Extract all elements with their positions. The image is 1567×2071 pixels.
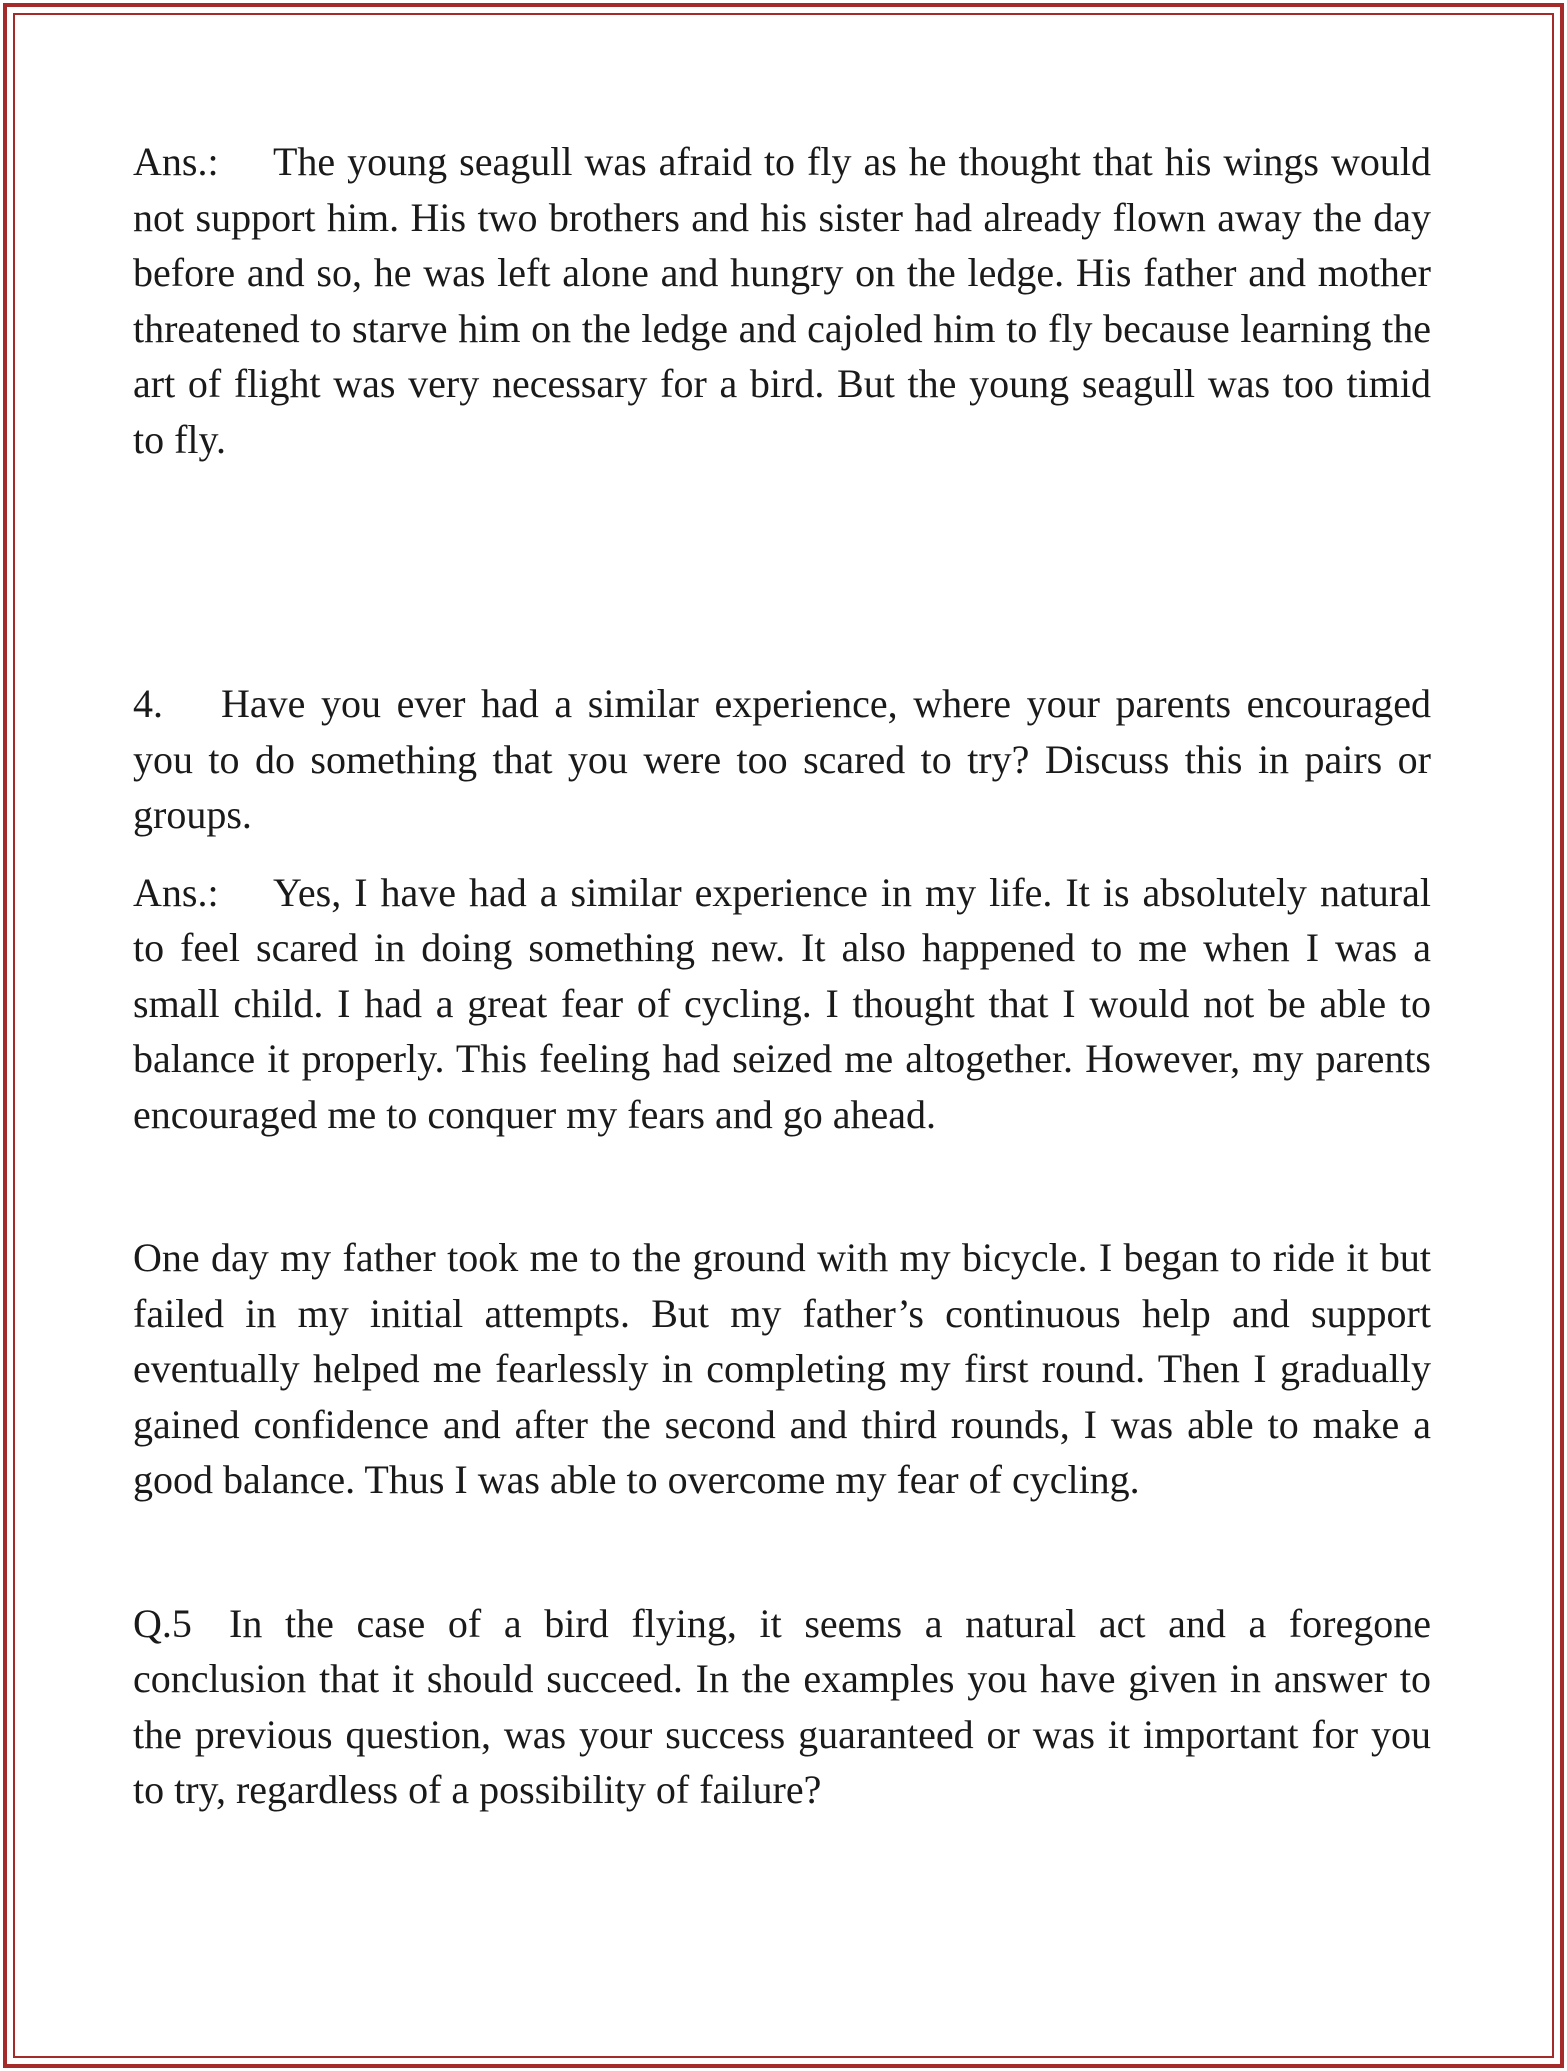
- answer-4-paragraph: [133, 865, 1431, 1143]
- answer-3-text: The young seagull was afraid to fly as he thought that his wings would not support him. His two brothers and his sister had already flown away the day before and so, he was left alone and hungry on the ledge. His father and mother threatened to starve him on the ledge and cajoled him to fly because learning the art of flight was very necessary for a bird. But the young seagull was too timid to fly.: [133, 139, 1431, 462]
- question-5-text: In the case of a bird flying, it seems a natural act and a foregone conclusion that it should succeed. In the examples you have given in answer to the previous question, was your success guaranteed or was it important for you to try, regardless of a possibility of failure?: [133, 1600, 1431, 1812]
- question-4-paragraph: [133, 676, 1431, 843]
- question-5-label: Q.5: [133, 1600, 192, 1646]
- question-4-label: 4.: [133, 681, 163, 726]
- question-5-paragraph: [133, 1596, 1431, 1818]
- answer-4-text: Yes, I have had a similar experience in my life. It is absolutely natural to feel scared in doing something new. It also happened to me when I was a small child. I had a great fear of cycling. I thought that I would not be able to balance it properly. This feeling had seized me altogether. However, my parents encouraged me to conquer my fears and go ahead.: [133, 869, 1431, 1137]
- answer-4-continued-text: One day my father took me to the ground with my bicycle. I began to ride it but failed in my initial attempts. But my father’s continuous help and support eventually helped me fearlessly in completing my first round. Then I gradually gained confidence and after the second and third rounds, I was able to make a good balance. Thus I was able to overcome my fear of cycling.: [133, 1235, 1431, 1502]
- answer-4-label: Ans.:: [133, 869, 219, 915]
- answer-3-paragraph: [133, 134, 1431, 467]
- document-body: [133, 134, 1431, 1818]
- question-4-text: Have you ever had a similar experience, where your parents encouraged you to do something that you were too scared to try? Discuss this in pairs or groups.: [133, 681, 1431, 837]
- answer-4-continued-paragraph: [133, 1230, 1431, 1508]
- answer-3-label: Ans.:: [133, 139, 219, 184]
